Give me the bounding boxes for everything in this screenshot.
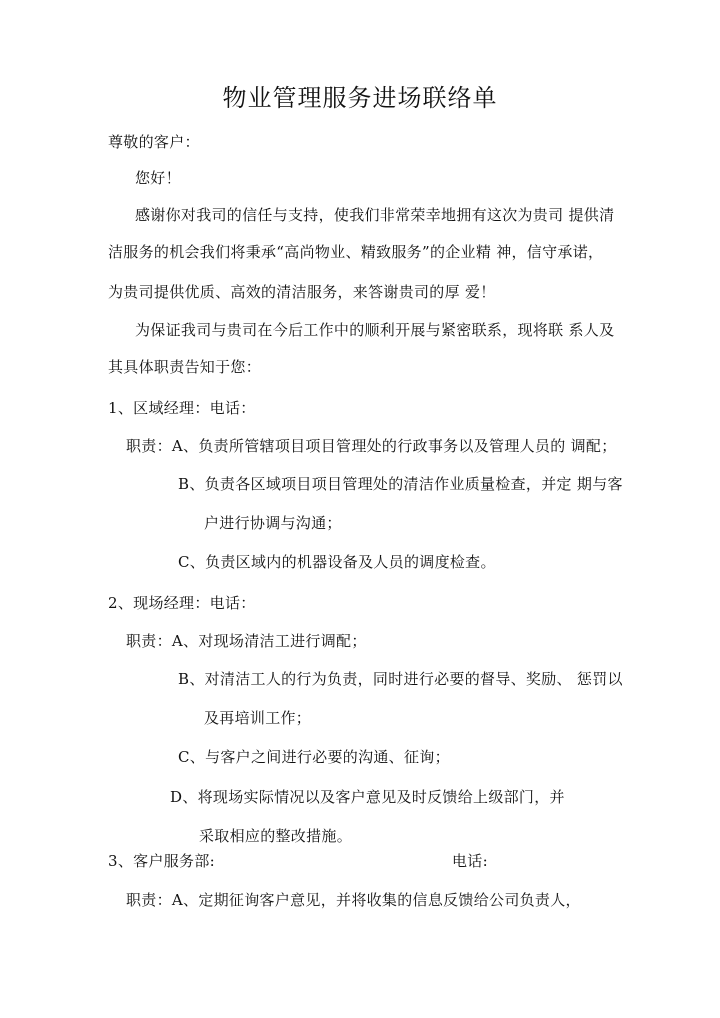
section-1-duty-a: 职责：A、负责所管辖项目项目管理处的行政事务以及管理人员的 调配；	[126, 437, 617, 455]
greeting: 您好！	[135, 169, 181, 187]
section-2-duty-a: 职责：A、对现场清洁工进行调配；	[126, 632, 367, 650]
intro-line-2: 洁服务的机会我们将秉承“高尚物业、精致服务”的企业精 神，信守承诺，	[108, 243, 604, 261]
purpose-line-1: 为保证我司与贵司在今后工作中的顺利开展与紧密联系，现将联 系人及	[135, 321, 615, 339]
section-1-duty-b-line-2: 户进行协调与沟通；	[204, 514, 342, 532]
section-3-phone: 电话:	[452, 852, 488, 870]
intro-line-3: 为贵司提供优质、高效的清洁服务，来答谢贵司的厚 爱！	[108, 283, 496, 301]
section-1-duty-c: C、负责区域内的机器设备及人员的调度检查。	[178, 553, 496, 571]
section-3-heading: 3、客户服务部:	[108, 852, 215, 870]
page-title: 物业管理服务进场联络单	[222, 84, 498, 112]
section-2-duty-b-line-2: 及再培训工作；	[204, 709, 312, 727]
salutation: 尊敬的客户：	[108, 133, 200, 151]
section-2-duty-c: C、与客户之间进行必要的沟通、征询；	[178, 748, 450, 766]
intro-line-1: 感谢你对我司的信任与支持，使我们非常荣幸地拥有这次为贵司 提供清	[135, 206, 615, 224]
section-1-heading: 1、区域经理：电话：	[108, 399, 256, 417]
section-2-duty-d-line-2: 采取相应的整改措施。	[199, 827, 353, 845]
section-2-duty-b-line-1: B、对清洁工人的行为负责，同时进行必要的督导、奖励、 惩罚以	[178, 670, 623, 688]
section-1-duty-b-line-1: B、负责各区域项目项目管理处的清洁作业质量检查，并定 期与客	[178, 475, 623, 493]
purpose-line-2: 其具体职责告知于您：	[108, 358, 262, 376]
section-2-duty-d-line-1: D、将现场实际情况以及客户意见及时反馈给上级部门，并	[170, 788, 565, 806]
section-2-heading: 2、现场经理：电话：	[108, 594, 256, 612]
section-3-duty-a: 职责：A、定期征询客户意见，并将收集的信息反馈给公司负责人，	[126, 891, 581, 909]
